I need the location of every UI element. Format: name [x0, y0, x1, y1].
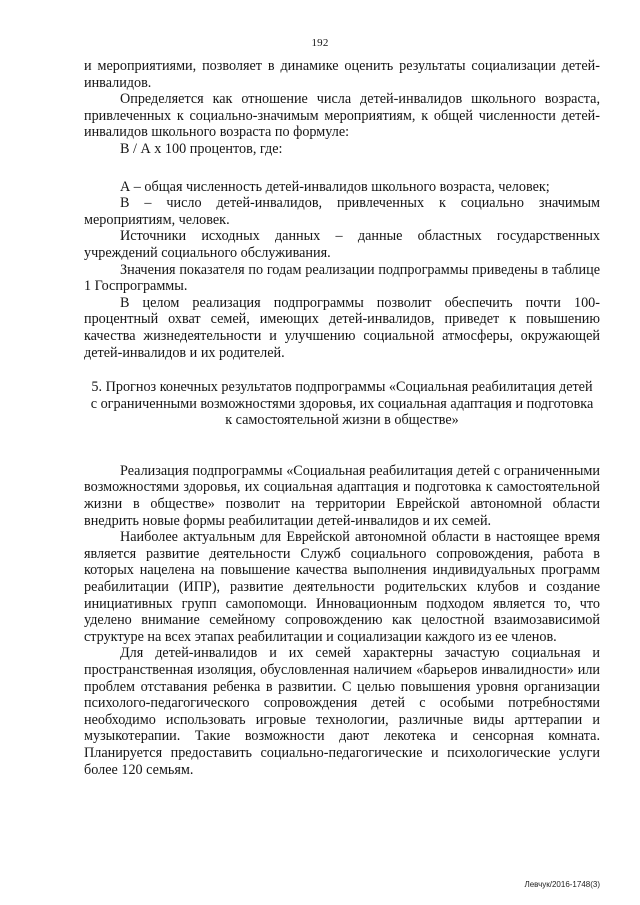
formula-variable-a: А – общая численность детей-инвалидов школьного возраста, человек; [120, 178, 550, 195]
paragraph: Значения показателя по годам реализации подпрограммы приведены в таблице 1 Госпрограммы. [84, 261, 600, 295]
page-number: 192 [311, 37, 329, 49]
document-reference-footer: Левчук/2016-1748(3) [524, 880, 600, 889]
document-body [84, 58, 600, 778]
paragraph: Наиболее актуальным для Еврейской автономной области в настоящее время является развитие деятельности Служб социального сопровождения, работа в которых нацелена на повышение качества выполнения индивидуальных программ реабилитации (ИПР), развитие деятельности родительских клубов и создание инициативных групп самопомощи. Инновационным подходом является то, что уделено внимание семейному сопровождению как целостной взаимозависимой структуре на всех этапах реабилитации и социализации каждого из ее членов. [84, 529, 600, 645]
paragraph: В целом реализация подпрограммы позволит обеспечить почти 100-процентный охват семей, имеющих детей-инвалидов, приведет к повышению качества жизнедеятельности и улучшению социальной атмосферы, окружающей детей-инвалидов и их родителей. [84, 294, 600, 361]
formula-variable-b: В – число детей-инвалидов, привлеченных к социально значимым мероприятиям, человек. [84, 195, 600, 228]
paragraph: Реализация подпрограммы «Социальная реабилитация детей с ограниченными возможностями здоровья, их социальная адаптация и подготовка к самостоятельной жизни в обществе» позволит на территории Еврейской автономной области внедрить новые формы реабилитации детей-инвалидов и их семей. [84, 462, 600, 529]
paragraph: Для детей-инвалидов и их семей характерны зачастую социальная и пространственная изоляция, обусловленная наличием «барьеров инвалидности» или проблем отставания ребенка в развитии. С целью повышения уровня организации психолого-педагогического сопровождения детей с особыми потребностями необходимо использовать игровые технологии, различные виды арттерапии и музыкотерапии. Такие возможности дают лекотека и сенсорная комната. Планируется предоставить социально-педагогические и психологические услуги более 120 семьям. [84, 645, 600, 778]
formula-line: В / А х 100 процентов, где: [120, 140, 283, 157]
section-heading: 5. Прогноз конечных результатов подпрограммы «Социальная реабилитация детей с ограниченными возможностями здоровья, их социальная адаптация и подготовка к самостоятельной жизни в обществе» [90, 379, 594, 429]
paragraph: Источники исходных данных – данные областных государственных учреждений социального обслуживания. [84, 228, 600, 261]
paragraph: и мероприятиями, позволяет в динамике оценить результаты социализации детей-инвалидов. [84, 58, 600, 91]
paragraph: Определяется как отношение числа детей-инвалидов школьного возраста, привлеченных к социально-значимым мероприятиям, к общей численности детей-инвалидов школьного возраста по формуле: [84, 91, 600, 141]
